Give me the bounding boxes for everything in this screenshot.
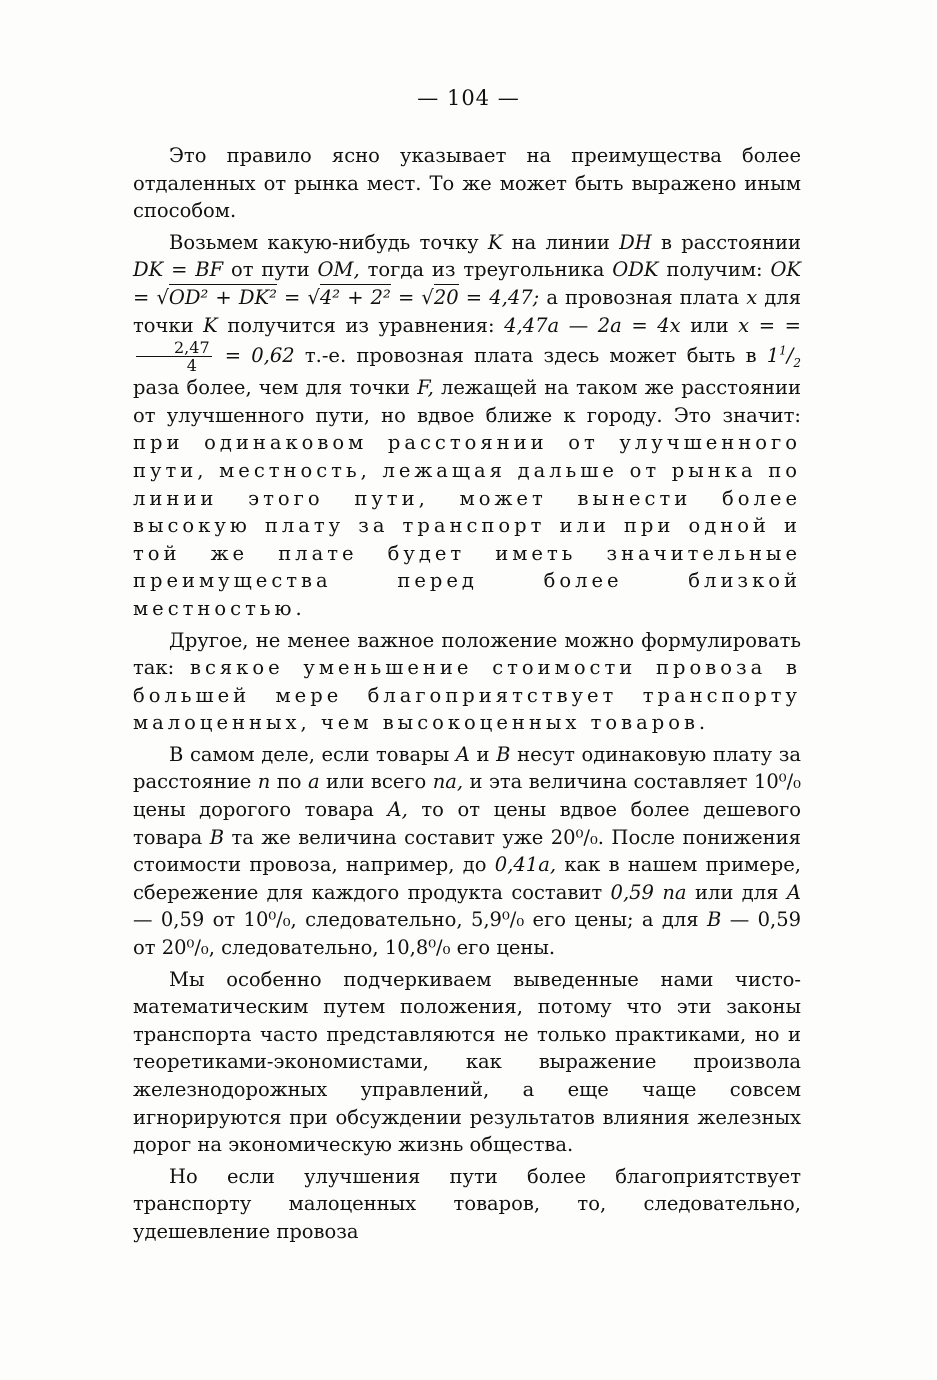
fare-equation: 4,47a — 2a = 4x bbox=[504, 313, 681, 337]
body-text bbox=[133, 142, 801, 1250]
fraction: $\frac{2,47}{4}$ bbox=[136, 339, 212, 374]
paragraph-1: Это правило ясно указывает на преимущества более отдаленных от рынка мест. То же может быть выражено иным способом. bbox=[133, 144, 801, 223]
paragraph-2: Возьмем какую-нибудь точку K на линии DH в расстоянии DK = BF от пути OM, тогда из треугольника ODK получим: OK = √OD² + DK² = √4² + 2² = √20 = 4,47; а провозная плата x для точки K получится из уравнения: 4,47a — 2a = 4x или x = = $\frac{2,47}{4}$ = 0,62 т.-е. провозная плата здесь может быть в $1^1/_2$ раза более, чем для точки F, лежащей на таком же расстоянии от улучшенного пути, но вдвое ближе к городу. Это значит: при одинаковом расстоянии от улучшенного пути, местность, лежащая дальше от рынка по линии этого пути, может вынести более высокую плату за транспорт или при одной и той же плате будет иметь значительные преимущества перед более близкой местностью. bbox=[133, 230, 802, 620]
emphasized-rule: всякое уменьшение стоимости провоза в большей мере благоприятствует транспорту малоценных, чем высокоценных товаров. bbox=[133, 656, 802, 735]
distance-formula: OK = √OD² + DK² = √4² + 2² = √20 = 4,47; bbox=[133, 258, 801, 309]
paragraph-3: Другое, не менее важное положение можно формулировать так: всякое уменьшение стоимости провоза в большей мере благоприятствует транспорту малоценных, чем высокоценных товаров. bbox=[133, 628, 802, 735]
paragraph-6: Но если улучшения пути более благоприятствует транспорту малоценных товаров, то, следовательно, удешевление провоза bbox=[133, 1164, 801, 1243]
paragraph-5: Мы особенно подчеркиваем выведенные нами чисто-математическим путем положения, потому что эти законы транспорта часто представляются не только практиками, но и теоретиками-экономистами, как выражение произвола железнодорожных управлений, а еще чаще совсем игнорируются при обсуждении результатов влияния железных дорог на экономическую жизнь общества. bbox=[133, 967, 801, 1157]
page-number: — 104 — bbox=[417, 86, 520, 110]
paragraph-4: В самом деле, если товары A и B несут одинаковую плату за расстояние n по a или всего na, и эта величина составляет 10⁰/₀ цены дорогого товара A, то от цены вдвое более дешевого товара B та же величина составит уже 20⁰/₀. После понижения стоимости провоза, например, до 0,41a, как в нашем примере, сбережение для каждого продукта составит 0,59 na или для A — 0,59 от 10⁰/₀, следовательно, 5,9⁰/₀ его цены; а для B — 0,59 от 20⁰/₀, следовательно, 10,8⁰/₀ его цены. bbox=[133, 742, 802, 960]
mixed-fraction: $1^1/_2$ bbox=[766, 343, 801, 371]
emphasized-rule: при одинаковом расстоянии от улучшенного пути, местность, лежащая дальше от рынка по линии этого пути, может вынести более высокую плату за транспорт или при одной и той же плате будет иметь значительные преимущества перед более близкой местностью. bbox=[133, 431, 801, 620]
